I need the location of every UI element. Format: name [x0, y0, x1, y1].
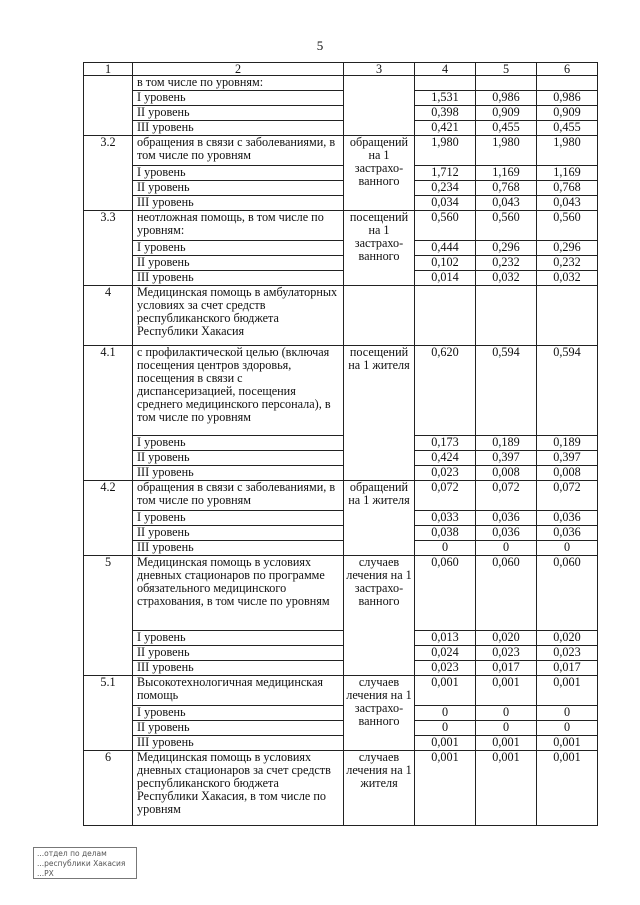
row-description: Высокотехнологичная медицинская помощь	[133, 676, 344, 706]
row-description: II уровень	[133, 181, 344, 196]
value-cell-v6: 0,060	[537, 556, 598, 631]
registration-stamp	[33, 847, 137, 879]
value-cell-v6: 0,232	[537, 256, 598, 271]
row-description: Медицинская помощь в условиях дневных стационаров по программе обязательного медицинского страхования, в том числе по уровням	[133, 556, 344, 631]
unit-cell: случаев лечения на 1 застрахо-ванного	[344, 676, 415, 751]
table-row	[84, 436, 598, 451]
row-description: II уровень	[133, 646, 344, 661]
value-cell-v4: 0,102	[415, 256, 476, 271]
value-cell-v4: 0	[415, 706, 476, 721]
value-cell-v4: 0,023	[415, 661, 476, 676]
table-row	[84, 676, 598, 706]
value-cell-v6: 1,980	[537, 136, 598, 166]
table-row	[84, 166, 598, 181]
value-cell-v4: 0,444	[415, 241, 476, 256]
value-cell-v5: 0,036	[476, 526, 537, 541]
value-cell-v6: 0,017	[537, 661, 598, 676]
row-number: 4.1	[84, 346, 133, 481]
table-row	[84, 541, 598, 556]
value-cell-v5: 0,986	[476, 91, 537, 106]
value-cell-v6	[537, 76, 598, 91]
value-cell-v4: 0,034	[415, 196, 476, 211]
value-cell-v6: 0,043	[537, 196, 598, 211]
value-cell-v6: 0,189	[537, 436, 598, 451]
row-number: 5.1	[84, 676, 133, 751]
table-row	[84, 646, 598, 661]
table-row	[84, 211, 598, 241]
value-cell-v4: 0,173	[415, 436, 476, 451]
row-number: 3.3	[84, 211, 133, 286]
header-cell: 6	[537, 63, 598, 76]
value-cell-v5	[476, 76, 537, 91]
value-cell-v4: 0,038	[415, 526, 476, 541]
table-row	[84, 121, 598, 136]
row-description: III уровень	[133, 196, 344, 211]
value-cell-v4: 0,023	[415, 466, 476, 481]
value-cell-v5: 0,060	[476, 556, 537, 631]
row-description: II уровень	[133, 256, 344, 271]
value-cell-v4: 0,001	[415, 736, 476, 751]
value-cell-v4: 0	[415, 721, 476, 736]
table-row	[84, 91, 598, 106]
table-row	[84, 181, 598, 196]
header-cell: 3	[344, 63, 415, 76]
row-description: обращения в связи с заболеваниями, в том числе по уровням	[133, 481, 344, 511]
value-cell-v5: 1,169	[476, 166, 537, 181]
row-number: 5	[84, 556, 133, 676]
value-cell-v6: 0	[537, 541, 598, 556]
value-cell-v5: 0,397	[476, 451, 537, 466]
table-row	[84, 706, 598, 721]
table-body	[84, 63, 598, 826]
value-cell-v4: 0,072	[415, 481, 476, 511]
value-cell-v4: 1,712	[415, 166, 476, 181]
table-row	[84, 256, 598, 271]
header-cell: 2	[133, 63, 344, 76]
row-description: III уровень	[133, 661, 344, 676]
value-cell-v5: 0	[476, 541, 537, 556]
table-row	[84, 346, 598, 436]
row-description: Медицинская помощь в условиях дневных стационаров за счет средств республиканского бюджета Республики Хакасия, в том числе по уровням	[133, 751, 344, 826]
value-cell-v5: 0,023	[476, 646, 537, 661]
row-description: II уровень	[133, 721, 344, 736]
table-row	[84, 106, 598, 121]
value-cell-v4: 0,001	[415, 751, 476, 826]
value-cell-v5: 0,594	[476, 346, 537, 436]
value-cell-v4	[415, 76, 476, 91]
value-cell-v4: 0,024	[415, 646, 476, 661]
value-cell-v5: 0,043	[476, 196, 537, 211]
value-cell-v6: 0,001	[537, 676, 598, 706]
value-cell-v5: 0,560	[476, 211, 537, 241]
row-description: III уровень	[133, 466, 344, 481]
value-cell-v4: 0,234	[415, 181, 476, 196]
row-number: 4	[84, 286, 133, 346]
table-row	[84, 76, 598, 91]
data-table	[83, 62, 598, 826]
row-description: I уровень	[133, 166, 344, 181]
table-row	[84, 661, 598, 676]
unit-cell	[344, 76, 415, 136]
table-row	[84, 481, 598, 511]
value-cell-v6: 0,560	[537, 211, 598, 241]
value-cell-v5: 0,189	[476, 436, 537, 451]
value-cell-v5	[476, 286, 537, 346]
unit-cell: случаев лечения на 1 застрахо-ванного	[344, 556, 415, 676]
value-cell-v5: 0,768	[476, 181, 537, 196]
value-cell-v5: 0,020	[476, 631, 537, 646]
page-number: 5	[316, 38, 324, 53]
value-cell-v4: 0,033	[415, 511, 476, 526]
table-row	[84, 196, 598, 211]
value-cell-v6: 0,036	[537, 526, 598, 541]
row-description: II уровень	[133, 526, 344, 541]
value-cell-v4: 1,980	[415, 136, 476, 166]
row-number: 4.2	[84, 481, 133, 556]
value-cell-v5: 0,232	[476, 256, 537, 271]
row-description: I уровень	[133, 241, 344, 256]
value-cell-v6: 0,001	[537, 751, 598, 826]
row-description: I уровень	[133, 436, 344, 451]
table-row	[84, 286, 598, 346]
row-description: I уровень	[133, 706, 344, 721]
unit-cell: обращений на 1 жителя	[344, 481, 415, 556]
value-cell-v6: 1,169	[537, 166, 598, 181]
value-cell-v4: 0,014	[415, 271, 476, 286]
table-row	[84, 556, 598, 631]
value-cell-v4	[415, 286, 476, 346]
row-description: III уровень	[133, 271, 344, 286]
row-number	[84, 76, 133, 136]
value-cell-v4: 0,620	[415, 346, 476, 436]
value-cell-v6: 0,397	[537, 451, 598, 466]
table-row	[84, 526, 598, 541]
value-cell-v5: 0,008	[476, 466, 537, 481]
row-number: 6	[84, 751, 133, 826]
table-row	[84, 136, 598, 166]
table-row	[84, 511, 598, 526]
value-cell-v5: 0	[476, 706, 537, 721]
value-cell-v6: 0,986	[537, 91, 598, 106]
value-cell-v5: 0,001	[476, 751, 537, 826]
value-cell-v4: 0,013	[415, 631, 476, 646]
value-cell-v6: 0,032	[537, 271, 598, 286]
row-description: с профилактической целью (включая посещения центров здоровья, посещения в связи с диспансеризацией, посещения среднего медицинского персонала), в том числе по уровням	[133, 346, 344, 436]
header-cell: 1	[84, 63, 133, 76]
row-description: обращения в связи с заболеваниями, в том числе по уровням	[133, 136, 344, 166]
value-cell-v5: 0,072	[476, 481, 537, 511]
table-row	[84, 466, 598, 481]
value-cell-v5: 0	[476, 721, 537, 736]
value-cell-v5: 0,296	[476, 241, 537, 256]
value-cell-v6: 0,768	[537, 181, 598, 196]
table-row	[84, 451, 598, 466]
unit-cell: посещений на 1 застрахо-ванного	[344, 211, 415, 286]
value-cell-v6	[537, 286, 598, 346]
value-cell-v6: 0,594	[537, 346, 598, 436]
row-number: 3.2	[84, 136, 133, 211]
table-row	[84, 736, 598, 751]
table-row	[84, 751, 598, 826]
value-cell-v5: 0,036	[476, 511, 537, 526]
value-cell-v6: 0,072	[537, 481, 598, 511]
value-cell-v5: 0,001	[476, 676, 537, 706]
value-cell-v6: 0	[537, 706, 598, 721]
unit-cell: посещений на 1 жителя	[344, 346, 415, 481]
value-cell-v6: 0,036	[537, 511, 598, 526]
value-cell-v4: 1,531	[415, 91, 476, 106]
row-description: III уровень	[133, 541, 344, 556]
table-row	[84, 241, 598, 256]
header-cell: 4	[415, 63, 476, 76]
value-cell-v6: 0,001	[537, 736, 598, 751]
unit-cell: случаев лечения на 1 жителя	[344, 751, 415, 826]
value-cell-v6: 0,023	[537, 646, 598, 661]
row-description: II уровень	[133, 451, 344, 466]
value-cell-v6: 0,455	[537, 121, 598, 136]
value-cell-v5: 0,909	[476, 106, 537, 121]
row-description: Медицинская помощь в амбулаторных условиях за счет средств республиканского бюджета Республики Хакасия	[133, 286, 344, 346]
stamp-line: ...отдел по делам	[37, 849, 107, 858]
stamp-line: ...РХ	[37, 869, 54, 878]
row-description: неотложная помощь, в том числе по уровням:	[133, 211, 344, 241]
row-description: III уровень	[133, 121, 344, 136]
value-cell-v5: 0,455	[476, 121, 537, 136]
row-description: III уровень	[133, 736, 344, 751]
value-cell-v4: 0,060	[415, 556, 476, 631]
value-cell-v4: 0,424	[415, 451, 476, 466]
unit-cell: обращений на 1 застрахо-ванного	[344, 136, 415, 211]
table-row	[84, 721, 598, 736]
value-cell-v4: 0,398	[415, 106, 476, 121]
value-cell-v5: 1,980	[476, 136, 537, 166]
value-cell-v6: 0	[537, 721, 598, 736]
value-cell-v6: 0,296	[537, 241, 598, 256]
table-row	[84, 631, 598, 646]
value-cell-v5: 0,001	[476, 736, 537, 751]
value-cell-v6: 0,020	[537, 631, 598, 646]
header-row	[84, 63, 598, 76]
value-cell-v5: 0,032	[476, 271, 537, 286]
stamp-line: ...республики Хакасия	[37, 859, 126, 868]
value-cell-v4: 0,560	[415, 211, 476, 241]
value-cell-v4: 0,421	[415, 121, 476, 136]
value-cell-v6: 0,909	[537, 106, 598, 121]
row-description: II уровень	[133, 106, 344, 121]
value-cell-v5: 0,017	[476, 661, 537, 676]
row-description: I уровень	[133, 91, 344, 106]
value-cell-v4: 0,001	[415, 676, 476, 706]
row-description: в том числе по уровням:	[133, 76, 344, 91]
header-cell: 5	[476, 63, 537, 76]
value-cell-v6: 0,008	[537, 466, 598, 481]
row-description: I уровень	[133, 631, 344, 646]
table-row	[84, 271, 598, 286]
row-description: I уровень	[133, 511, 344, 526]
unit-cell	[344, 286, 415, 346]
value-cell-v4: 0	[415, 541, 476, 556]
